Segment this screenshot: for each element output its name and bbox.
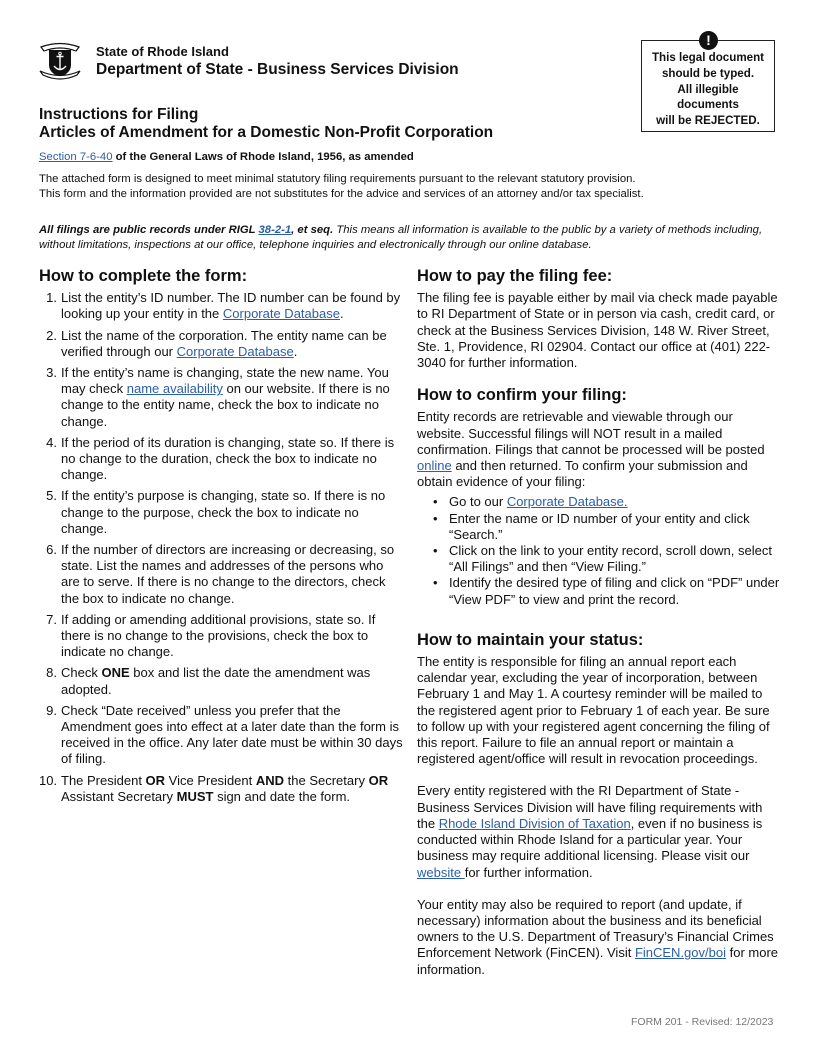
complete-form-section	[39, 268, 405, 810]
item-text: If the entity’s purpose is changing, state so. If there is no change to the purpose, check the box to indicate no change.	[61, 488, 386, 536]
et-seq: , et seq.	[291, 224, 334, 236]
confirm-text-pre: Entity records are retrievable and viewable through our website. Successful filings will NOT result in a mailed confirmation. Filings that cannot be processed will be posted	[417, 409, 765, 457]
disclaimer-line: The attached form is designed to meet minimal statutory filing requirements pursuant to the relevant statutory provision.	[39, 173, 636, 185]
maintain-annual-report-text: The entity is responsible for filing an annual report each calendar year, excluding the year of incorporation, between February 1 and May 1. A courtesy reminder will be mailed to the registered agent prior to February 1 of each year. Be sure to follow up with your registered agent concerning the filing of this report. Failure to file an annual report or maintain a registered agent/office will result in revocation proceedings.	[417, 654, 770, 767]
item-emphasis: AND	[255, 772, 285, 788]
item-text: List the name of the corporation. The entity name can be verified through our	[61, 327, 387, 359]
item-number: 1.	[46, 290, 57, 306]
public-records-notice	[39, 223, 779, 253]
list-item	[39, 328, 405, 360]
complete-form-heading: How to complete the form:	[39, 267, 248, 285]
warning-line: should be typed.	[661, 66, 755, 80]
item-text: sign and date the form.	[213, 788, 351, 804]
paragraph-text: Your entity may also be required to report (and update, if necessary) information about the business and its beneficial owners to the U.S. Department of Treasury’s Financial Crimes Enforcement Network (FinCEN). Visit	[417, 896, 774, 961]
bullet-text: Enter the name or ID number of your entity and click “Search.”	[449, 510, 750, 542]
list-item	[39, 612, 405, 661]
ri-division-of-taxation-link[interactable]: Rhode Island Division of Taxation	[438, 815, 631, 831]
item-text: .	[339, 306, 344, 322]
maintain-taxation-text	[417, 783, 783, 880]
pay-fee-text: The filing fee is payable either by mail via check made payable to RI Department of State or in person via cash, credit card, or check at the Business Services Division, 148 W. River Street, Ste. 1, Providence, RI 02904. Contact our office at (401) 222-3040 for further information.	[417, 290, 778, 371]
public-records-text: This means all information is available to the public by a variety of methods including, without limitations, inspections at our office, telephone inquiries and electronically through our online database.	[39, 224, 763, 251]
item-text: List the entity’s ID number. The ID number can be found by looking up your entity in the	[61, 290, 401, 322]
paragraph-text: for more information.	[417, 945, 778, 977]
typed-document-warning-box	[641, 32, 775, 132]
item-number: 5.	[46, 488, 57, 504]
statute-reference-text: of the General Laws of Rhode Island, 1956, as amended	[112, 151, 414, 163]
warning-line: This legal document	[651, 51, 765, 64]
rigl-38-2-1-link[interactable]: 38-2-1	[258, 224, 292, 236]
item-emphasis: OR	[145, 772, 166, 788]
confirm-steps-list	[417, 494, 783, 607]
website-link[interactable]: website	[417, 864, 465, 880]
list-item	[39, 703, 405, 768]
item-number: 8.	[46, 665, 57, 681]
item-text: box and list the date the amendment was adopted.	[61, 665, 371, 697]
list-item	[39, 290, 405, 322]
confirm-text-post: and then returned. To confirm your submission and obtain evidence of your filing:	[417, 458, 748, 490]
disclaimer-line: This form and the information provided are not substitutes for the advice and services of an attorney and/or tax specialist.	[39, 188, 644, 200]
warning-line: documents	[677, 98, 739, 112]
corporate-database-link[interactable]: Corporate Database	[176, 343, 294, 359]
item-number: 9.	[46, 702, 57, 718]
list-item	[417, 543, 783, 575]
list-item	[39, 365, 405, 430]
list-item	[417, 575, 783, 607]
org-department-name: Department of State - Business Services Division	[96, 61, 459, 78]
org-state-name: State of Rhode Island	[96, 44, 229, 59]
disclaimer	[39, 172, 779, 202]
item-emphasis: ONE	[101, 665, 130, 681]
fincen-boi-link[interactable]: FinCEN.gov/boi	[634, 945, 726, 961]
item-text: If the entity’s name is changing, state the new name. You may check	[61, 365, 389, 397]
name-availability-link[interactable]: name availability	[126, 381, 223, 397]
state-seal-icon	[38, 38, 82, 82]
form-revision-footer: FORM 201 - Revised: 12/2023	[631, 1016, 774, 1028]
exclamation-icon: !	[699, 31, 718, 50]
item-number: 3.	[46, 365, 57, 381]
bullet-text: Identify the desired type of filing and click on “PDF” under “View PDF” to view and print the record.	[449, 575, 780, 607]
list-item	[417, 511, 783, 543]
bullet-text: Click on the link to your entity record, scroll down, select “All Filings” and then “View Filing.”	[449, 543, 772, 575]
maintain-fincen-text	[417, 897, 783, 978]
online-link[interactable]: online	[417, 458, 452, 474]
public-records-bold: All filings are public records under RIGL	[39, 224, 259, 236]
page-title-line1: Instructions for Filing	[39, 106, 199, 123]
item-text: If adding or amending additional provisions, state so. If there is no change to the provisions, check the box to indicate no change.	[61, 611, 376, 660]
item-text: .	[293, 343, 298, 359]
item-number: 4.	[46, 434, 57, 450]
section-7-6-40-link[interactable]: Section 7-6-40	[39, 151, 113, 163]
item-emphasis: MUST	[176, 788, 214, 804]
item-number: 7.	[46, 611, 57, 627]
list-item	[39, 665, 405, 697]
item-text: Vice President	[165, 772, 256, 788]
paragraph-text: , even if no business is conducted within Rhode Island for a particular year. Your business may require additional licensing. Please visit our	[417, 815, 763, 864]
warning-line: will be REJECTED.	[656, 114, 760, 128]
warning-line: All illegible	[677, 82, 739, 96]
item-number: 10.	[39, 772, 58, 788]
list-item	[39, 488, 405, 537]
item-text: The President	[61, 772, 146, 788]
confirm-heading: How to confirm your filing:	[417, 386, 627, 405]
instructions-list	[39, 290, 405, 805]
item-text: If the period of its duration is changing, state so. If there is no change to the duration, check the box to indicate no change.	[61, 434, 395, 483]
bullet-text: Go to our	[449, 494, 507, 510]
page-title-line2: Articles of Amendment for a Domestic Non-Profit Corporation	[39, 124, 494, 141]
confirm-text	[417, 409, 783, 490]
item-text: on our website. If there is no change to the entity name, check the box to indicate no change.	[61, 381, 390, 429]
item-emphasis: OR	[368, 772, 389, 788]
paragraph-text: for further information.	[464, 864, 593, 880]
statute-reference	[39, 151, 414, 163]
corporate-database-link[interactable]: Corporate Database.	[506, 494, 628, 510]
corporate-database-link[interactable]: Corporate Database	[222, 306, 340, 322]
list-item	[417, 494, 783, 510]
pay-fee-heading: How to pay the filing fee:	[417, 267, 613, 285]
list-item	[39, 435, 405, 484]
item-text: the Secretary	[284, 772, 369, 788]
right-column	[417, 268, 783, 978]
item-text: Check	[61, 665, 102, 681]
maintain-heading: How to maintain your status:	[417, 630, 644, 649]
item-text: If the number of directors are increasing or decreasing, so state. List the names and addresses of the persons who are to serve. If there is no change to the directors, check the box to indicate no change.	[61, 542, 395, 606]
item-number: 6.	[46, 542, 57, 558]
item-text: Assistant Secretary	[61, 788, 177, 804]
list-item	[39, 542, 405, 607]
item-number: 2.	[46, 327, 57, 343]
paragraph-text: Every entity registered with the RI Department of State - Business Services Division will have filing requirements with the	[417, 783, 763, 831]
list-item	[39, 773, 405, 805]
item-text: Check “Date received” unless you prefer that the Amendment goes into effect at a later date than the form is received in the office. Any later date must be within 30 days of filing.	[61, 702, 403, 767]
